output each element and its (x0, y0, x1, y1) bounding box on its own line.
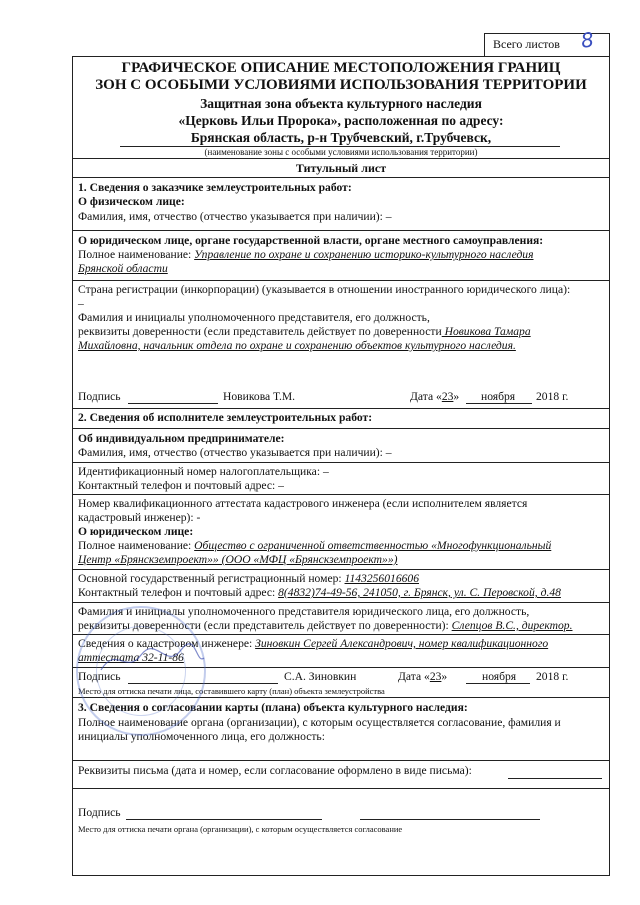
date-year: 2018 г. (536, 670, 569, 683)
signature-scribble (96, 640, 206, 680)
customer-signature-row (78, 390, 606, 404)
contact-label: Контактный телефон и почтовый адрес: (78, 586, 279, 599)
total-sheets-label: Всего листов (493, 37, 560, 51)
divider (72, 494, 610, 495)
rep-value: Слепцов В.С., директор. (451, 619, 573, 632)
title-line-1: ГРАФИЧЕСКОЕ ОПИСАНИЕ МЕСТОПОЛОЖЕНИЯ ГРАНИЦ (121, 60, 561, 76)
date-day: 23 (429, 670, 442, 683)
approval-sign-label: Подпись (78, 806, 121, 819)
customer-signer-name: Новикова Т.М. (223, 390, 296, 403)
letter-underline (508, 778, 602, 779)
letter-requisites: Реквизиты письма (дата и номер, если согласование оформлено в виде письма): (78, 764, 472, 777)
rep-label: реквизиты доверенности (если представитель действует по доверенности): (78, 619, 452, 632)
customer-rep-line-2 (78, 325, 606, 339)
ogrn (78, 572, 606, 586)
full-name-value-cont: Центр «Брянскземпроект»» (ООО «МФЦ «Брянскземпроект»») (78, 553, 398, 566)
full-name-value: Общество с ограниченной ответственностью «Многофункциональный (194, 539, 552, 552)
approval-line-1: Полное наименование органа (организации), с которым осуществляется согласование, фамилия и (78, 716, 561, 729)
date-mid: » (441, 670, 448, 683)
divider (72, 462, 610, 463)
title-line-5: Брянская область, р-н Трубчевский, г.Трубчевск, (190, 130, 492, 145)
full-name-label: Полное наименование: (78, 248, 195, 261)
engineer-label: Сведения о кадастровом инженере: (78, 637, 256, 650)
section-1-heading: 1. Сведения о заказчике землеустроительных работ: (78, 181, 352, 194)
title-line-4: «Церковь Ильи Пророка», расположенная по адресу: (178, 113, 504, 128)
divider (72, 230, 610, 231)
approval-stamp-caption: Место для оттиска печати органа (организации), с которым осуществляется согласование (78, 824, 403, 834)
divider (72, 177, 610, 178)
divider (72, 788, 610, 789)
rep-value: Новикова Тамара (441, 325, 531, 338)
divider (72, 428, 610, 429)
signature-line (126, 819, 322, 820)
customer-rep-line-1: Фамилия и инициалы уполномоченного представителя, его должность, (78, 311, 430, 324)
month-underline (466, 403, 532, 404)
contractor-full-name (78, 539, 606, 553)
date-label: Дата « (410, 390, 442, 403)
contractor-signer-name: С.А. Зиновкин (284, 670, 357, 683)
full-name-label: Полное наименование: (78, 539, 195, 552)
title-line-2: ЗОН С ОСОБЫМИ УСЛОВИЯМИ ИСПОЛЬЗОВАНИЯ ТЕРРИТОРИИ (95, 77, 587, 93)
title-line-3: Защитная зона объекта культурного наследия (200, 96, 482, 111)
cert-line-2: кадастровый инженер): - (78, 511, 201, 524)
contractor-contact (78, 586, 606, 600)
registration-country: Страна регистрации (инкорпорации) (указывается в отношении иностранного юридического лица): (78, 283, 571, 296)
contractor-stamp-caption: Место для оттиска печати лица, составившего карту (план) объекта землеустройства (78, 686, 385, 696)
contact-value: 8(4832)74-49-56, 241050, г. Брянск, ул. С. Перовской, д.48 (278, 586, 561, 599)
divider (72, 760, 610, 761)
ip-contact: Контактный телефон и почтовый адрес: – (78, 479, 284, 492)
inn: Идентификационный номер налогоплательщика: – (78, 465, 329, 478)
date-month: ноября (481, 390, 516, 403)
registration-country-value: – (78, 297, 84, 310)
section-3-heading: 3. Сведения о согласовании карты (плана) объекта культурного наследия: (78, 701, 468, 714)
zone-name-caption: (наименование зоны с особыми условиями использования территории) (204, 147, 478, 157)
ogrn-value: 1143256016606 (344, 572, 420, 585)
date-month: ноября (482, 670, 517, 683)
approval-line-2: инициалы уполномоченного лица, его должность: (78, 730, 325, 743)
divider (72, 408, 610, 409)
cert-line-1: Номер квалификационного аттестата кадастрового инженера (если исполнителем является (78, 497, 528, 510)
date-year: 2018 г. (536, 390, 569, 403)
rep-label: реквизиты доверенности (если представитель действует по доверенности (78, 325, 442, 338)
date-label: Дата « (398, 670, 430, 683)
section-2-heading: 2. Сведения об исполнителе землеустроительных работ: (78, 411, 373, 424)
ip-fio: Фамилия, имя, отчество (отчество указывается при наличии): – (78, 446, 392, 459)
customer-full-name (78, 248, 606, 262)
total-sheets-box (484, 27, 610, 57)
sign-label: Подпись (78, 390, 121, 403)
customer-rep-line-3: Михайловна, начальник отдела по охране и сохранению объектов культурного наследия. (78, 339, 516, 352)
divider (72, 158, 610, 159)
ogrn-label: Основной государственный регистрационный номер: (78, 572, 345, 585)
ip-heading: Об индивидуальном предпринимателе: (78, 432, 285, 445)
date-mid: » (453, 390, 460, 403)
name-line (360, 819, 540, 820)
total-sheets-value: 8 (579, 27, 596, 53)
sign-label: Подпись (78, 670, 121, 683)
divider (72, 602, 610, 603)
phys-person-fio: Фамилия, имя, отчество (отчество указывается при наличии): – (78, 210, 392, 223)
legal-heading: О юридическом лице: (78, 525, 194, 538)
phys-person-heading: О физическом лице: (78, 195, 185, 208)
contractor-rep-line-1: Фамилия и инициалы уполномоченного представителя юридического лица, его должность, (78, 605, 530, 618)
engineer-value-cont: аттестата 32-11-86 (78, 651, 184, 664)
full-name-value-cont: Брянской области (78, 262, 168, 275)
customer-date (410, 390, 459, 403)
signature-line (128, 403, 218, 404)
date-day: 23 (441, 390, 454, 403)
divider (72, 569, 610, 570)
legal-entity-heading: О юридическом лице, органе государственной власти, органе местного самоуправления: (78, 234, 544, 247)
title-sheet-heading: Титульный лист (295, 161, 387, 175)
engineer-value: Зиновкин Сергей Александрович, номер квалификационного (255, 637, 549, 650)
full-name-value: Управление по охране и сохранению историко-культурного наследия (194, 248, 534, 261)
contractor-date (398, 670, 447, 683)
divider (72, 280, 610, 281)
